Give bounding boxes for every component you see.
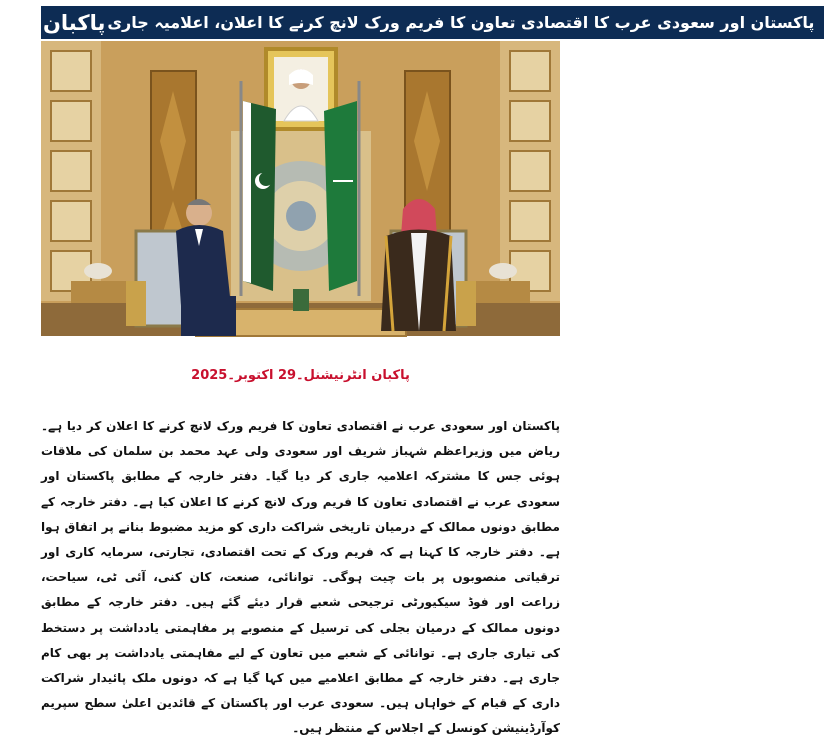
saudi-flag — [324, 81, 359, 296]
meeting-photo-illustration — [41, 41, 560, 336]
header-bar — [41, 6, 815, 39]
article-body: پاکستان اور سعودی عرب نے اقتصادی تعاون کا فریم ورک لانچ کرنے کا اعلان کر دیا ہے۔ ریاض میں وزیراعظم شہباز شریف اور سعودی ولی عہد محمد بن سلمان کی ملاقات ہوئی جس کا مشترکہ اعلامیہ جاری کر دیا گیا۔ دفتر خارجہ کے مطابق پاکستان اور سعودی عرب نے اقتصادی تعاون کا فریم ورک لانچ کرنے کا اعلان کیا ہے۔ دفتر خارجہ کے مطابق دونوں ممالک کے درمیان تاریخی شراکت داری کو مزید مضبوط بنانے پر اتفاق ہوا ہے۔ دفتر خارجہ کا کہنا ہے کہ فریم ورک کے تحت اقتصادی، تجارتی، سرمایہ کاری اور ترقیاتی منصوبوں پر بات چیت ہوگی۔ توانائی، صنعت، کان کنی، آئی ٹی، سیاحت، زراعت اور فوڈ سیکیورٹی ترجیحی شعبے قرار دیئے گئے ہیں۔ دفتر خارجہ کے مطابق دونوں ممالک کے درمیان بجلی کی ترسیل کے منصوبے پر مفاہمتی یادداشت پر دستخط کی تیاری جاری ہے۔ توانائی کے شعبے میں تعاون کے لیے مفاہمتی یادداشت پر بھی کام جاری ہے۔ دفتر خارجہ کے مطابق اعلامیے میں کہا گیا ہے کہ دونوں ملک پائیدار شراکت داری کے قیام کے خواہاں ہیں۔ سعودی عرب اور پاکستان کے قائدین اعلیٰ سطح سپریم کوآرڈینیشن کونسل کے اجلاس کے منتظر ہیں۔ — [41, 419, 560, 736]
dateline: پاکبان انٹرنیشنل۔29 اکتوبر۔2025 — [191, 368, 410, 383]
pakistan-flag — [241, 81, 276, 296]
headline: پاکستان اور سعودی عرب کا اقتصادی تعاون کا فریم ورک لانچ کرنے کا اعلان، اعلامیہ جاری — [107, 6, 824, 39]
brand-logo: پاکبان — [41, 6, 107, 39]
news-photo — [41, 41, 560, 336]
